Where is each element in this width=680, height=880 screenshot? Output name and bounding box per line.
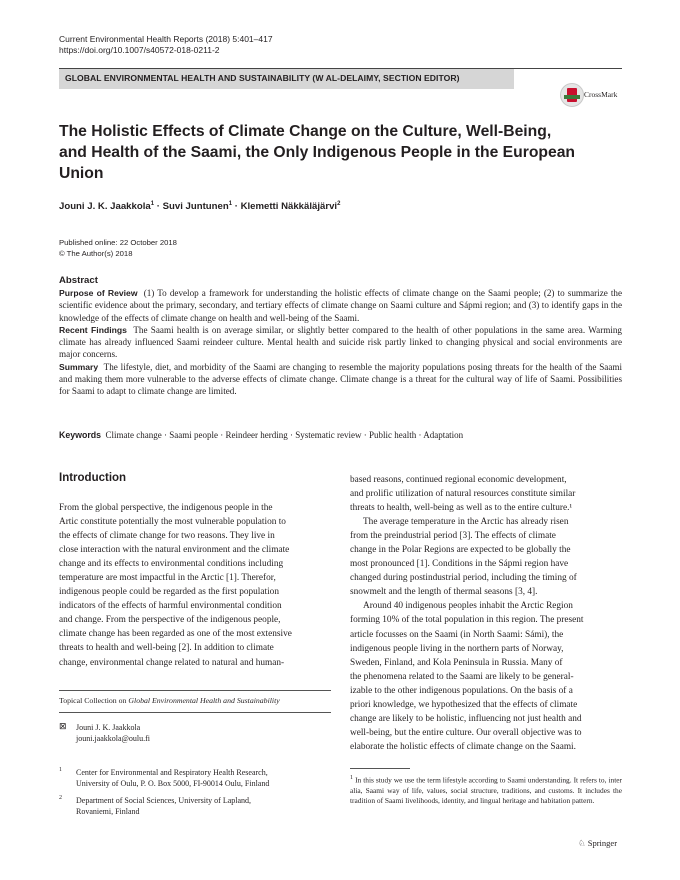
abstract-text: to summarize the scientific evidence about the primary, secondary, and tertiary effects of climate change on Saami culture and	[59, 288, 623, 311]
doi-link[interactable]: https://doi.org/10.1007/s40572-018-0211-2	[59, 45, 220, 55]
body-line: change in the Polar Regions are expected to be globally the	[350, 545, 571, 556]
abstract-purpose	[59, 287, 622, 324]
body-line: the effects of climate change for two reasons. They live in	[59, 531, 275, 542]
abstract-text: health of the Saami and making them more vulnerable to the adverse effects of climate change. Climate change is a threat for the	[59, 361, 623, 384]
publisher-logo	[578, 838, 617, 849]
body-line: threats to health and well-being [2]. In addition to climate	[59, 643, 274, 654]
affiliation-line: Center for Environmental and Respiratory Health Research,	[76, 768, 268, 777]
affiliation-line: University of Oulu, P. O. Box 5000, FI-90014 Oulu, Finland	[76, 779, 270, 788]
keywords	[59, 430, 463, 440]
topical-prefix: Topical Collection on	[59, 696, 129, 705]
body-line: threats to health, well-being as well as to the entire culture.¹	[350, 503, 573, 514]
footnote-rule	[350, 768, 410, 769]
topical-collection-name: Global Environmental Health and Sustainability	[128, 696, 280, 705]
keywords-label: Keywords	[59, 430, 102, 440]
body-line: forming 10% of the total population in this region. The present	[350, 615, 584, 626]
abstract-text: The Saami health is on average similar, or slightly better compared to the health of other populations in the same	[133, 324, 565, 335]
copyright-notice: © The Author(s) 2018	[59, 249, 133, 258]
body-line: from the preindustrial period [3]. The effects of climate	[350, 531, 556, 542]
abstract-text: physical and social environments are major concerns.	[59, 337, 622, 360]
affiliation-number: 2	[59, 795, 62, 801]
footnote-mark: 1	[350, 775, 354, 781]
author-separator: ·	[232, 201, 241, 213]
journal-citation: Current Environmental Health Reports (2018) 5:401–417	[59, 34, 273, 44]
section-title: GLOBAL ENVIRONMENTAL HEALTH AND SUSTAINABILITY (W AL-DELAIMY, SECTION EDITOR)	[65, 73, 460, 83]
abstract-text: area. Warming climate has already influenced Saami reindeer culture. Mental health and suicide risk partly linked to changing	[59, 324, 622, 347]
abstract-findings	[59, 324, 622, 361]
body-line: indigenous people living in the northern parts of Norway,	[350, 643, 564, 654]
body-column-left	[59, 501, 331, 670]
body-line: most pronounced [1]. Conditions in the Sápmi region have	[350, 559, 569, 570]
footnote	[350, 773, 622, 806]
abstract-body	[59, 287, 622, 397]
title-line: and Health of the Saami, the Only Indigenous People in the European	[59, 144, 576, 161]
body-line: well-being, but the entire culture. Our overall objective was to	[350, 727, 582, 738]
body-line: change are likely to be holistic, influencing not just health and	[350, 713, 582, 724]
footnote-text: In this study we use the term lifestyle according to Saami understanding. It refers to, inter alia, Saami way of life, values, social structure, traditions, and customs. It includes the tradition of Saami livelihoods, identity, and lingual heritage and habitation pattern.	[350, 775, 622, 806]
body-line: indicators of the effects of harmful environmental condition	[59, 601, 282, 612]
abstract-text: (1) To develop a framework for understanding the holistic effects of climate change on the Saami people; (2)	[143, 288, 555, 298]
corresponding-name: Jouni J. K. Jaakkola	[76, 723, 141, 732]
body-line: the phenomena related to the Saami are likely to be general-	[350, 671, 574, 682]
crossmark-label: CrossMark	[584, 90, 618, 99]
body-line: indigenous people could be regarded as the first population	[59, 587, 279, 598]
author-name[interactable]: Klemetti Näkkäläjärvi	[240, 201, 338, 213]
body-line: elaborate the holistic effects of climate change on the Saami.	[350, 741, 576, 752]
publisher-name: Springer	[587, 838, 618, 848]
keywords-list: Climate change · Saami people · Reindeer herding · Systematic review · Public health · Adaptation	[105, 430, 464, 440]
affiliation-line: Rovaniemi, Finland	[76, 807, 140, 816]
body-line: based reasons, continued regional economic development,	[350, 475, 567, 485]
article-title	[59, 121, 619, 184]
body-line: temperature are most impactful in the Arctic [1]. Therefor,	[59, 573, 276, 584]
body-line: The average temperature in the Arctic has already risen	[363, 517, 569, 528]
topical-collection	[59, 696, 280, 705]
section-banner	[59, 68, 514, 89]
body-line: and change. From the perspective of the indigenous people,	[59, 615, 281, 626]
crossmark-button[interactable]	[560, 83, 624, 107]
abstract-label: Recent Findings	[59, 324, 127, 335]
body-line: Artic constitute potentially the most vulnerable population to	[59, 517, 286, 528]
header-rule	[59, 68, 622, 69]
journal-header	[59, 34, 273, 56]
body-line: priori knowledge, we hypothesized that the effects of climate	[350, 699, 578, 710]
author-name[interactable]: Suvi Juntunen	[162, 201, 229, 213]
footnote-rule	[59, 690, 331, 691]
corresponding-email[interactable]: jouni.jaakkola@oulu.fi	[76, 734, 151, 743]
abstract-summary	[59, 361, 622, 398]
body-line: change and its effects to environmental conditions including	[59, 559, 284, 570]
body-line: changed during postindustrial period, including the timing of	[350, 573, 577, 584]
body-line: article focusses on the Saami (in North Saami: Sámi), the	[350, 629, 564, 640]
body-line: Around 40 indigenous peoples inhabit the Arctic Region	[363, 601, 573, 612]
body-line: climate change has been regarded as one of the most extensive	[59, 629, 292, 640]
published-date: Published online: 22 October 2018	[59, 238, 177, 247]
body-line: and prolific utilization of natural resources constitute similar	[350, 489, 576, 500]
abstract-label: Summary	[59, 361, 99, 372]
author-affiliation-mark: 2	[337, 201, 341, 207]
body-column-right	[350, 473, 622, 754]
abstract-heading: Abstract	[59, 275, 98, 286]
abstract-text: cultural way of life of Saami. Possibilities for Saami to adapt to climate change are limited.	[59, 373, 623, 396]
body-line: change, environmental change related to natural and human-	[59, 657, 285, 668]
abstract-text: Sápmi region; and (3) to identify gaps in the knowledge of the effects of climate change on health and well-being of the Saami.	[59, 300, 623, 323]
publication-info	[59, 237, 177, 259]
crossmark-icon	[560, 83, 584, 107]
author-list	[59, 201, 340, 212]
affiliation-line: Department of Social Sciences, University of Lapland,	[76, 796, 252, 805]
author-separator: ·	[154, 201, 163, 213]
body-line: snowmelt and the length of thermal seasons [3, 4].	[350, 587, 538, 598]
body-line: Sweden, Finland, and Kola Peninsula in Russia. Many of	[350, 657, 563, 668]
horse-icon: ♘	[578, 838, 586, 848]
title-line: The Holistic Effects of Climate Change on the Culture, Well-Being,	[59, 123, 552, 140]
author-name[interactable]: Jouni J. K. Jaakkola	[59, 201, 151, 213]
abstract-text: The lifestyle, diet, and morbidity of the Saami are changing to resemble the majority populations posing threats for the	[103, 361, 547, 372]
footnote-rule	[59, 712, 331, 713]
envelope-icon[interactable]: ⊠	[59, 722, 67, 732]
body-line: izable to the other indigenous populations. On the basis of a	[350, 685, 573, 696]
abstract-label: Purpose of Review	[59, 288, 138, 298]
body-line: close interaction with the natural environment and the climate	[59, 545, 290, 556]
introduction-heading: Introduction	[59, 472, 127, 484]
author-affiliation-mark: 1	[150, 201, 155, 207]
author-affiliation-mark: 1	[228, 201, 233, 207]
title-line: Union	[59, 165, 104, 182]
affiliation-number: 1	[59, 767, 62, 773]
body-line: From the global perspective, the indigenous people in the	[59, 503, 273, 513]
